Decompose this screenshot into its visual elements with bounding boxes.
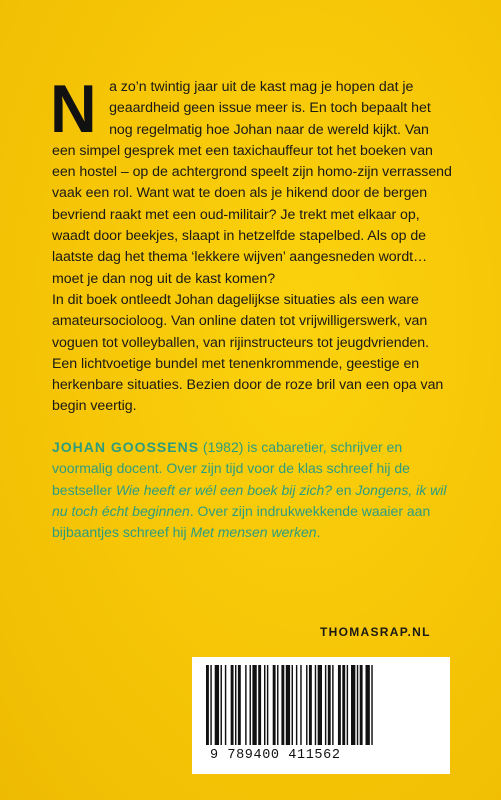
barcode-bar xyxy=(238,665,241,745)
barcode-bar xyxy=(231,665,234,745)
barcode-bar xyxy=(210,665,211,745)
book-title-2: Jongens, ik wil nu toch écht beginnen xyxy=(52,481,447,519)
barcode-bar xyxy=(286,665,290,745)
author-name: JOHAN GOOSSENS xyxy=(52,439,200,455)
barcode-bar xyxy=(250,665,251,745)
author-bio-text-2: en xyxy=(332,481,356,498)
barcode-bar xyxy=(273,665,276,745)
barcode-bar xyxy=(306,665,307,745)
blurb xyxy=(50,71,454,418)
blurb-paragraph-2: In dit boek ontleedt Johan dagelijkse situaties als een ware amateursocioloog. Van online daten tot vrijwilligerswerk, van voguen tot volleyballen, van rijinstructeurs tot jeugdvrienden. Een lichtvoetige bundel met tenenkrommende, geestige en herkenbare situaties. Bezien door de roze bril van een opa van begin veertig. xyxy=(52,291,444,415)
author-bio-text-4: . xyxy=(316,524,321,541)
barcode-bar xyxy=(309,665,312,745)
barcode-bar xyxy=(338,665,341,745)
barcode-bar xyxy=(252,665,256,745)
barcode-bar xyxy=(292,665,293,745)
barcode-bar xyxy=(371,665,372,745)
barcode-bar xyxy=(281,665,284,745)
barcode-bar xyxy=(225,665,226,745)
barcode-bar xyxy=(342,665,345,745)
author-bio-text-1: (1982) is cabaretier, schrijver en voormalig docent. Over zijn tijd voor de klas schreef hij de bestseller xyxy=(52,439,410,498)
barcode-bar xyxy=(347,665,348,745)
barcode-bar xyxy=(318,665,322,745)
book-title-3: Met mensen werken xyxy=(190,524,317,541)
author-bio-text-3: . Over zijn indrukwekkende waaier aan bijbaantjes schreef hij xyxy=(52,502,431,541)
barcode-bar xyxy=(296,665,297,745)
barcode-number: 9 789400 411562 xyxy=(210,748,341,763)
author-bio xyxy=(52,437,462,543)
barcode-bar xyxy=(221,665,222,745)
barcode-bar xyxy=(235,665,236,745)
barcode-bar xyxy=(360,665,363,745)
barcode-bar xyxy=(357,665,358,745)
barcode-bar xyxy=(315,665,316,745)
blurb-paragraph-1: a zo’n twintig jaar uit de kast mag je hopen dat je geaardheid geen issue meer is. En toch bepaalt het nog regelmatig hoe Johan naar de wereld kijkt. Van een simpel gesprek met een taxichauffeur tot het boeken van een hostel – op de achtergrond speelt zijn homo-zijn verrassend vaak een rol. Want wat te doen als je hikend door de bergen bevriend raakt met een oud-militair? Je trekt met elkaar op, waadt door beekjes, slaapt in hetzelfde stapelbed. Als op de laatste dag het thema ‘lekkere wijven’ aangesneden wordt… moet je dan nog uit de kast komen? xyxy=(52,79,452,287)
barcode-bar xyxy=(300,665,301,745)
barcode-bar xyxy=(332,665,333,745)
barcode-bar xyxy=(258,665,261,745)
barcode-bar xyxy=(215,665,219,745)
barcode-bar xyxy=(245,665,246,745)
barcode-bar xyxy=(328,665,331,745)
publisher-url: THOMASRAP.NL xyxy=(320,625,431,639)
barcode-bar xyxy=(366,665,370,745)
barcode-bar xyxy=(264,665,265,745)
barcode xyxy=(192,657,450,774)
barcode-bar xyxy=(277,665,278,745)
book-title-1: Wie heeft er wél een boek bij zich? xyxy=(115,481,333,498)
drop-cap: N xyxy=(50,71,97,147)
barcode-bar xyxy=(351,665,355,745)
barcode-bar xyxy=(206,665,209,745)
barcode-bar xyxy=(267,665,268,745)
barcode-bar xyxy=(325,665,326,745)
